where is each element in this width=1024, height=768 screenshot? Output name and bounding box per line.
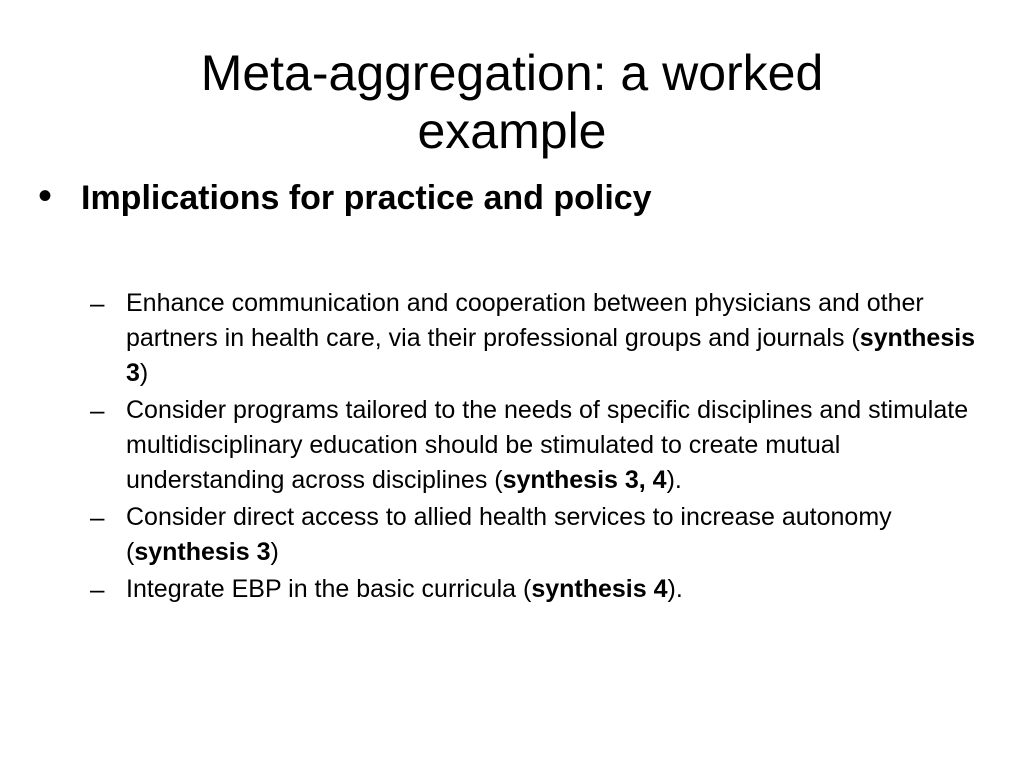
sub-bullet-text <box>126 572 980 607</box>
sub-bullet-text <box>126 500 980 570</box>
synthesis-reference: synthesis 4 <box>531 575 668 603</box>
dash-icon: – <box>90 502 105 532</box>
sub-bullet-text <box>126 393 980 498</box>
slide-title <box>112 44 912 160</box>
sub-bullet-text <box>126 286 980 391</box>
sub-bullet-item <box>90 393 980 498</box>
slide-title-line-2: example <box>417 103 607 159</box>
sub-bullet-item <box>90 286 980 391</box>
sub-bullet-text-end: ) <box>139 359 149 387</box>
sub-bullet-text-end: ). <box>667 575 683 603</box>
sub-bullet-text-end: ) <box>270 538 279 566</box>
sub-bullet-text-regular: Integrate EBP in the basic curricula ( <box>126 575 532 603</box>
synthesis-reference: synthesis 3 <box>126 324 976 387</box>
bullet-icon: • <box>38 174 53 218</box>
sub-bullet-item <box>90 500 980 570</box>
sub-bullet-item <box>90 572 980 607</box>
dash-icon: – <box>90 574 105 604</box>
sub-bullet-text-regular: Enhance communication and cooperation between physicians and other partners in health care, via their professional groups and journals ( <box>126 289 924 352</box>
sub-bullet-list <box>90 286 980 609</box>
sub-bullet-text-regular: Consider direct access to allied health services to increase autonomy ( <box>126 503 892 566</box>
sub-bullet-text-end: ). <box>666 466 682 494</box>
main-bullet-text: Implications for practice and policy <box>81 179 652 217</box>
dash-icon: – <box>90 288 105 318</box>
synthesis-reference: synthesis 3 <box>134 538 271 566</box>
synthesis-reference: synthesis 3, 4 <box>502 466 667 494</box>
slide-title-line-1: Meta-aggregation: a worked <box>200 45 824 101</box>
dash-icon: – <box>90 395 105 425</box>
main-bullet <box>38 176 988 220</box>
sub-bullet-text-regular: Consider programs tailored to the needs of specific disciplines and stimulate multidisciplinary education should be stimulated to create mutual understanding across disciplines ( <box>126 396 969 494</box>
